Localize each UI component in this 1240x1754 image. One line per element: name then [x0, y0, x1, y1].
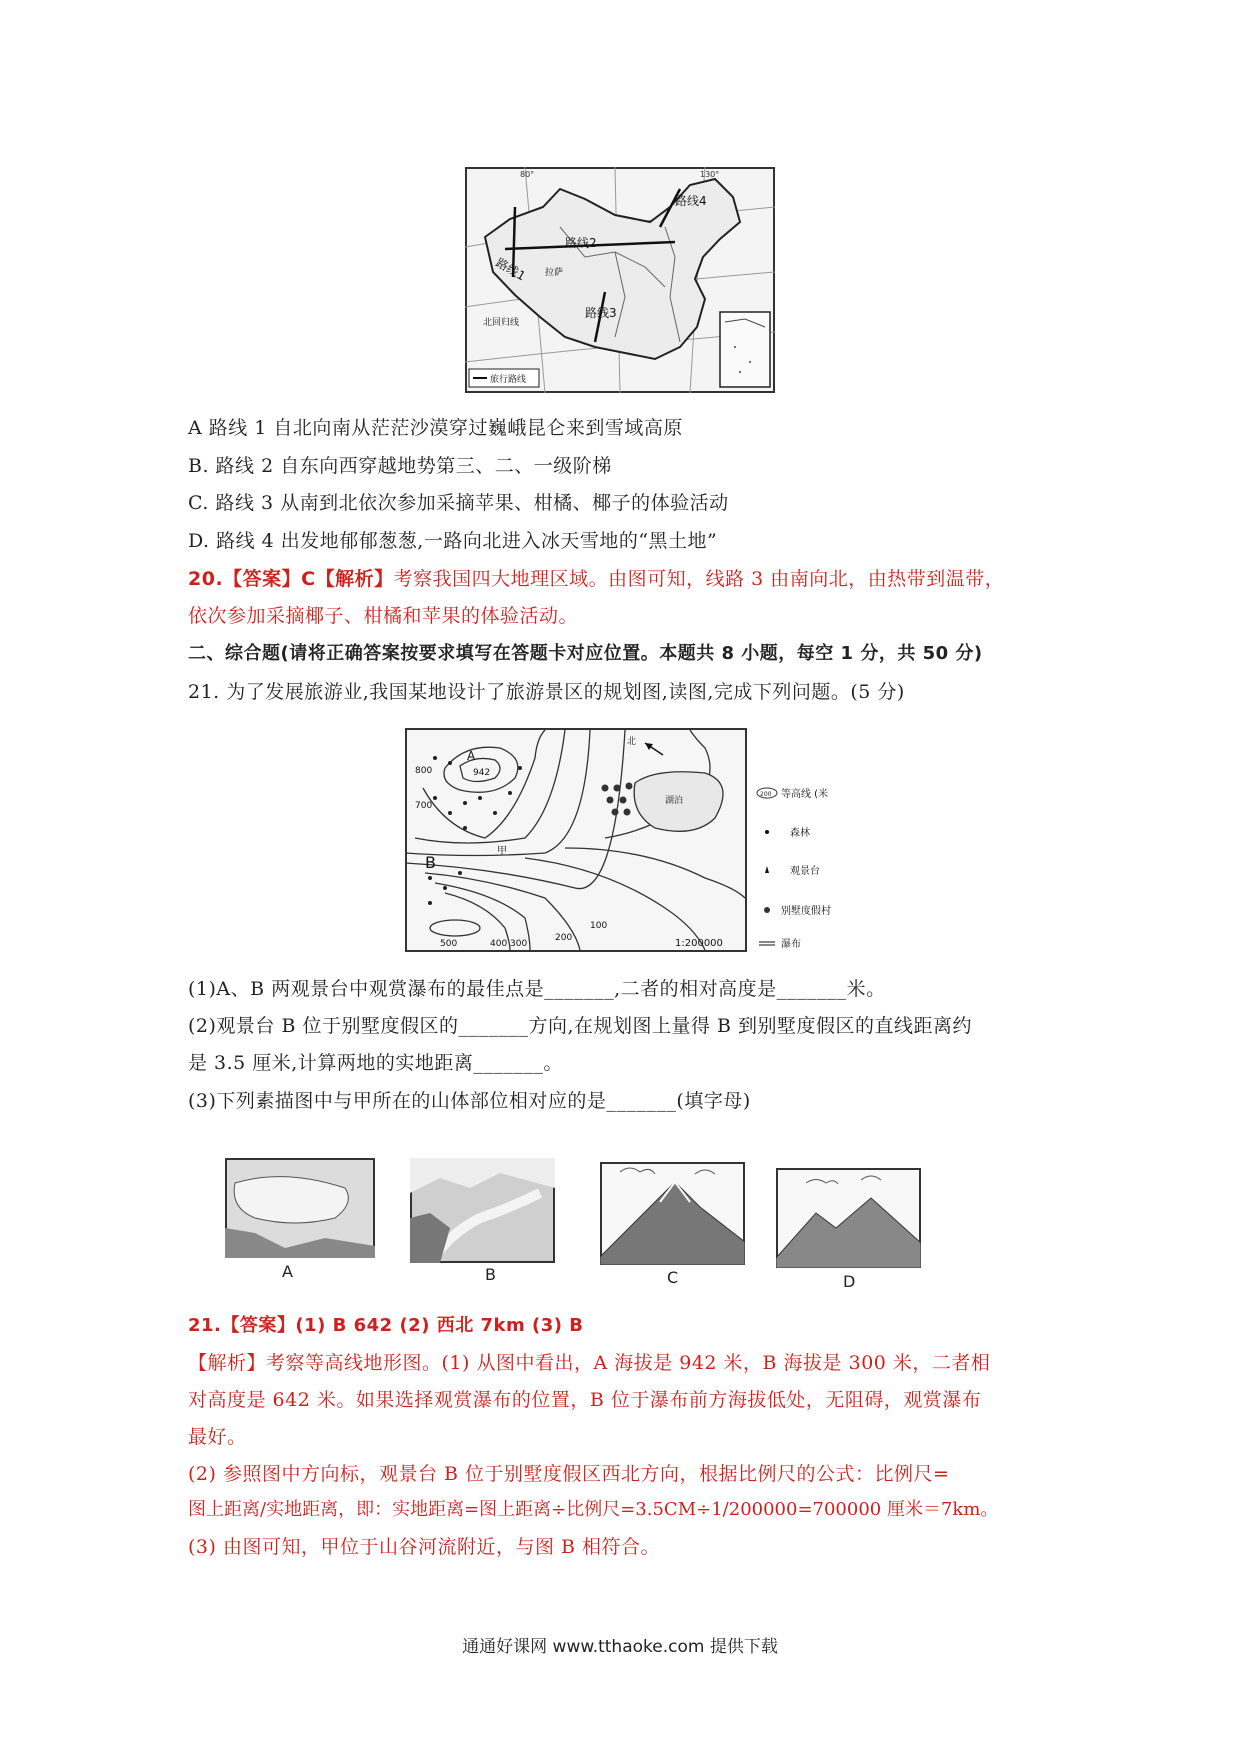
contour-map — [405, 728, 845, 953]
route4-label: 路线4 — [675, 194, 707, 208]
label-a: A — [467, 749, 476, 763]
elev-100: 100 — [590, 921, 608, 931]
sketch-a — [225, 1158, 375, 1258]
legend-sample-200: 200 — [760, 791, 772, 798]
lhasa-label: 拉萨 — [545, 268, 564, 278]
sketch-label-c: C — [667, 1268, 679, 1287]
elev-942: 942 — [473, 768, 491, 778]
route3-label: 路线3 — [585, 306, 617, 320]
legend-contour: 等高线 (米 — [781, 789, 829, 800]
q21-sub2b: 是 3.5 厘米,计算两地的实地距离_______。 — [188, 1052, 563, 1074]
q21-analysis-6: (3) 由图可知，甲位于山谷河流附近，与图 B 相符合。 — [188, 1536, 660, 1558]
south-sea-inset — [720, 312, 770, 387]
q21-analysis-2: 对高度是 642 米。如果选择观赏瀑布的位置，B 位于瀑布前方海拔低处，无阻碍，观赏瀑布 — [188, 1389, 982, 1411]
elev-500: 500 — [440, 939, 458, 949]
elev-400: 400 — [490, 939, 508, 949]
q20-option-d: D. 路线 4 出发地郁郁葱葱,一路向北进入冰天雪地的“黑土地” — [188, 530, 718, 552]
q21-analysis-4: (2) 参照图中方向标，观景台 B 位于别墅度假区西北方向，根据比例尺的公式：比例尺= — [188, 1463, 950, 1485]
q21-sub1: (1)A、B 两观景台中观赏瀑布的最佳点是_______,二者的相对高度是_______米。 — [188, 978, 886, 1000]
label-jia: 甲 — [497, 846, 507, 857]
legend-route-label: 旅行路线 — [490, 375, 527, 385]
elev-800: 800 — [415, 766, 433, 776]
legend-platform: 观景台 — [790, 866, 820, 877]
q20-answer-line2: 依次参加采摘椰子、柑橘和苹果的体验活动。 — [188, 605, 579, 627]
q20-option-a: A 路线 1 自北向南从茫茫沙漠穿过巍峨昆仑来到雪域高原 — [188, 417, 683, 439]
china-route-map — [465, 167, 775, 393]
q20-option-c: C. 路线 3 从南到北依次参加采摘苹果、柑橘、椰子的体验活动 — [188, 492, 729, 514]
legend-waterfall: 瀑布 — [781, 939, 801, 950]
route1-label: 路线1 — [493, 255, 528, 284]
legend-waterfall-icon — [759, 942, 775, 945]
q20-answer-label: 20.【答案】C【解析】 — [188, 568, 394, 590]
q21-analysis-5: 图上距离/实地距离，即：实地距离=图上距离÷比例尺=3.5CM÷1/200000=700000 厘米＝7km。 — [188, 1499, 999, 1520]
elev-700: 700 — [415, 801, 433, 811]
scale-label: 1:200000 — [675, 938, 723, 949]
elev-200: 200 — [555, 933, 573, 943]
legend-platform-icon — [765, 866, 769, 873]
legend-forest: 森林 — [790, 828, 810, 839]
north-label: 北 — [627, 737, 637, 747]
sketch-label-d: D — [843, 1272, 856, 1291]
tropic-label: 北回归线 — [483, 318, 520, 328]
q20-answer-line1 — [188, 566, 1004, 592]
label-b: B — [425, 853, 436, 872]
legend-forest-icon — [765, 830, 769, 834]
sketch-b — [410, 1158, 555, 1263]
legend-villa: 别墅度假村 — [781, 906, 831, 917]
q21-sub3: (3)下列素描图中与甲所在的山体部位相对应的是_______(填字母) — [188, 1090, 751, 1112]
q21-answer-line: 21.【答案】(1) B 642 (2) 西北 7km (3) B — [188, 1315, 584, 1336]
q21-analysis-1: 【解析】考察等高线地形图。(1) 从图中看出，A 海拔是 942 米，B 海拔是 300 米，二者相 — [188, 1352, 991, 1374]
route2-label: 路线2 — [565, 236, 597, 250]
sketch-c — [600, 1162, 745, 1265]
q21-sub2a: (2)观景台 B 位于别墅度假区的_______方向,在规划图上量得 B 到别墅度假区的直线距离约 — [188, 1015, 973, 1037]
q21-analysis-3: 最好。 — [188, 1426, 247, 1448]
deg-top-right: 130° — [700, 170, 720, 179]
section2-heading: 二、综合题(请将正确答案按要求填写在答题卡对应位置。本题共 8 小题，每空 1 分，共 50 分) — [188, 643, 983, 664]
sketch-d — [776, 1168, 921, 1268]
lake-label: 湖泊 — [665, 796, 684, 806]
deg-top-left: 80° — [520, 170, 535, 179]
sketch-label-b: B — [485, 1265, 496, 1284]
legend-villa-icon — [764, 907, 770, 913]
sketch-label-a: A — [282, 1262, 293, 1281]
q20-option-b: B. 路线 2 自东向西穿越地势第三、二、一级阶梯 — [188, 455, 612, 477]
q20-answer-text1: 考察我国四大地理区域。由图可知，线路 3 由南向北，由热带到温带， — [393, 568, 1005, 590]
elev-300: 300 — [510, 939, 528, 949]
page-footer: 通通好课网 www.tthaoke.com 提供下载 — [462, 1637, 778, 1657]
q21-stem: 21. 为了发展旅游业,我国某地设计了旅游景区的规划图,读图,完成下列问题。(5 分) — [188, 681, 905, 703]
